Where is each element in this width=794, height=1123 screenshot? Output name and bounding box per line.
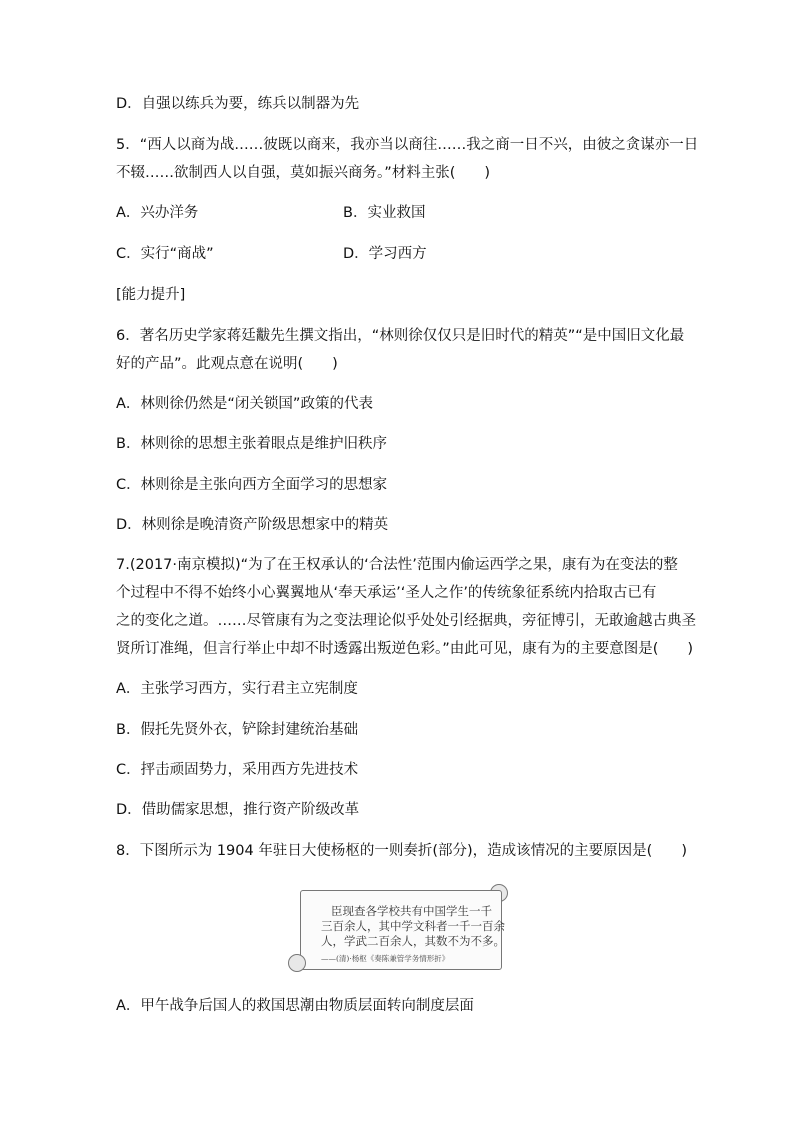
q5-option-b: B．实业救国 xyxy=(343,205,426,221)
section-title: [能力提升] xyxy=(116,287,186,303)
q5-option-a: A．兴办洋务 xyxy=(116,205,199,221)
q7-option-d: D．借助儒家思想，推行资产阶级改革 xyxy=(116,802,360,818)
q6-stem-line1: 6．著名历史学家蒋廷黻先生撰文指出，“林则徐仅仅只是旧时代的精英”“是中国旧文化最 xyxy=(116,328,685,344)
q8-stem: 8．下图所示为 1904 年驻日大使杨枢的一则奏折(部分)，造成该情况的主要原因是( ) xyxy=(116,843,687,859)
q6-option-d: D．林则徐是晚清资产阶级思想家中的精英 xyxy=(116,517,389,533)
q4-option-d: D．自强以练兵为要，练兵以制器为先 xyxy=(116,96,360,112)
q6-option-c: C．林则徐是主张向西方全面学习的思想家 xyxy=(116,477,388,493)
q7-stem-line1: 7.(2017·南京模拟)“为了在王权承认的‘合法性’范围内偷运西学之果，康有为在变法的整 xyxy=(116,557,678,573)
q6-option-a: A．林则徐仍然是“闭关锁国”政策的代表 xyxy=(116,396,373,412)
q6-stem-line2: 好的产品”。此观点意在说明( ) xyxy=(116,356,338,372)
scroll-body xyxy=(300,890,505,970)
q7-option-b: B．假托先贤外衣，铲除封建统治基础 xyxy=(116,722,358,738)
q5-stem-line2: 不辍……欲制西人以自强，莫如振兴商务。”材料主张( ) xyxy=(116,165,491,181)
q6-option-b: B．林则徐的思想主张着眼点是维护旧秩序 xyxy=(116,436,387,452)
q7-stem-line2: 个过程中不得不始终小心翼翼地从‘奉天承运’‘圣人之作’的传统象征系统内拾取古已有 xyxy=(116,585,657,601)
q7-stem-line4: 贤所订准绳，但言行举止中却不时透露出叛逆色彩。”由此可见，康有为的主要意图是( ) xyxy=(116,641,694,657)
q7-option-a: A．主张学习西方，实行君主立宪制度 xyxy=(116,681,358,697)
memorial-scroll-figure xyxy=(286,884,512,972)
scroll-bottom-curl xyxy=(288,954,306,972)
scroll-line2: 三百余人，其中学文科者一千一百余 xyxy=(321,919,505,933)
q5-option-c: C．实行“商战” xyxy=(116,246,214,262)
q5-stem-line1: 5．“西人以商为战……彼既以商来，我亦当以商往……我之商一日不兴，由彼之贪谋亦一日 xyxy=(116,137,699,153)
q7-option-c: C．抨击顽固势力，采用西方先进技术 xyxy=(116,762,359,778)
scroll-line3: 人，学武二百余人，其数不为不多。 xyxy=(321,934,505,948)
q5-option-d: D．学习西方 xyxy=(343,246,427,262)
scroll-line1: 臣现查各学校共有中国学生一千 xyxy=(331,904,492,918)
q7-stem-line3: 之的变化之道。……尽管康有为之变法理论似乎处处引经据典，旁征博引，无敢逾越古典圣 xyxy=(116,613,696,629)
q8-option-a: A．甲午战争后国人的救国思潮由物质层面转向制度层面 xyxy=(116,998,474,1014)
scroll-source: ——(清)·杨枢《奏陈兼管学务情形折》 xyxy=(321,954,450,963)
